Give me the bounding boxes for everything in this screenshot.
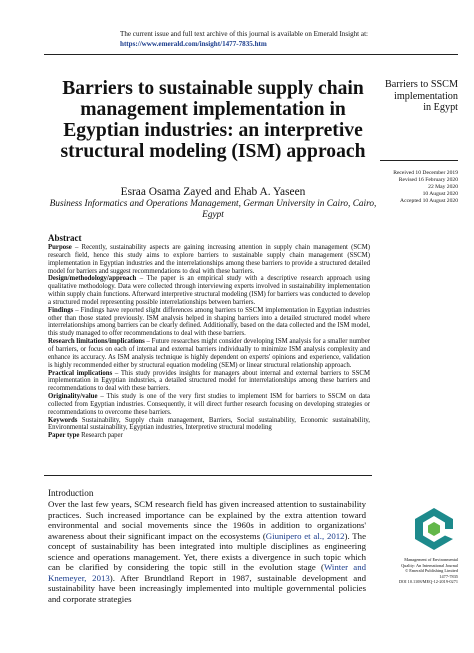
side-divider xyxy=(380,160,458,161)
date-line: Revised 16 February 2020 xyxy=(398,177,458,183)
date-line: Accepted 10 August 2020 xyxy=(400,198,458,204)
top-divider xyxy=(44,54,458,55)
citation-link[interactable]: Giunipero et al., 2012 xyxy=(265,530,345,541)
abstract-divider xyxy=(44,475,372,476)
running-title: Barriers to SSCM implementation in Egypt xyxy=(384,79,458,113)
abstract-practical: Practical implications – This study provides insights for managers about internal and external barriers to SSCM implementation in Egyptian industries, a detailed structured model for interrelationships among these barriers and recommendations to deal with these barriers. xyxy=(48,369,370,393)
date-line: 10 August 2020 xyxy=(422,191,458,197)
affiliation: Business Informatics and Operations Management, German University in Cairo, Cairo, Egypt xyxy=(49,199,377,220)
journal-info: Management of Environmental Quality: An International Journal © Emerald Publishing Limited 1477-7835 DOI 10.1108/MEQ-12-2019-0271 xyxy=(398,557,458,585)
received-dates xyxy=(368,170,458,205)
date-line: Received 10 December 2019 xyxy=(393,170,458,176)
paper-title: Barriers to sustainable supply chain management implementation in Egyptian industries: an interpretive structural modeling (ISM) approach xyxy=(60,78,366,162)
date-line: 22 May 2020 xyxy=(428,184,458,190)
abstract-paper-type: Paper type Research paper xyxy=(48,432,123,440)
journal-logo-icon xyxy=(411,506,457,552)
abstract-design: Design/methodology/approach – The paper is an empirical study with a descriptive research approach using qualitative methodology. Data were collected through interviewing experts involved in sustainability implementation within supply chain functions. Afterward interpretive structural modeling (ISM) for barriers was conducted to develop a structured model representing possible interrelationships between barriers. xyxy=(48,275,370,306)
introduction-heading: Introduction xyxy=(48,488,94,498)
journal-url-link[interactable]: https://www.emerald.com/insight/1477-7835.htm xyxy=(120,40,267,48)
abstract-body xyxy=(48,244,370,440)
authors: Esraa Osama Zayed and Ehab A. Yaseen xyxy=(120,186,306,198)
notice-text: The current issue and full text archive of this journal is available on Emerald Insight at: xyxy=(120,30,369,38)
access-notice xyxy=(120,29,450,49)
abstract-limitations: Research limitations/implications – Future researches might consider developing ISM analysis for a smaller number of barriers, or focus on each of internal and external barriers individually to minimize ISM analysis complexity and enhance its accuracy. As ISM analysis technique is highly dependent on experts' opinions and experience, validation is highly recommended either by structural equation modeling (SEM) or linear structural relationship approach. xyxy=(48,338,370,369)
abstract-originality: Originality/value – This study is one of the very first studies to implement ISM for barriers to SSCM on data collected from Egyptian industries. Consequently, it will direct further research focusing on developing strategies or recommendations to overcome these barriers. xyxy=(48,393,370,416)
introduction-body: Over the last few years, SCM research field has given increased attention to sustainability practices. Such increased importance can be explained by the extra attention toward environmental and social movements since the 1960s in addition to organizations' awareness about their significant impact on the ecosystems (Giunipero et al., 2012). The concept of sustainability has been integrated into multiple disciplines as engineering science and operations management. Yet, there exists a divergence in such topic which can be clarified by considering the topic still in the evolution stage (Winter and Knemeyer, 2013). After Brundtland Report in 1987, sustainable development and sustainability have been increasingly implemented into multiple governmental policies and corporate strategies xyxy=(48,499,366,604)
abstract-keywords: Keywords Sustainability, Supply chain management, Barriers, Social sustainability, Economic sustainability, Environmental sustainability, Egyptian industries, Interpretive structural modeling xyxy=(48,416,370,432)
abstract-purpose: Purpose – Recently, sustainability aspects are gaining increasing attention in supply chain management (SCM) research field, hence this study aims to explore barriers to sustainable supply chain management (SSCM) implementation in Egyptian industries and the interrelationships among these barriers to provide a structured detailed model for barriers and suggest recommendations to deal with these barriers. xyxy=(48,244,370,275)
abstract-findings: Findings – Findings have reported slight differences among barriers to SSCM implementation in Egyptian industries other than those stated previously. ISM analysis helped in shaping barriers into a detailed structured model where interrelationships among barriers can be clearly defined. Additionally, based on the data collected and the ISM model, this study managed to offer recommendations to deal with these barriers. xyxy=(48,306,370,338)
citation-link[interactable]: Winter and Knemeyer, 2013 xyxy=(48,562,366,583)
abstract-heading: Abstract xyxy=(48,233,82,243)
